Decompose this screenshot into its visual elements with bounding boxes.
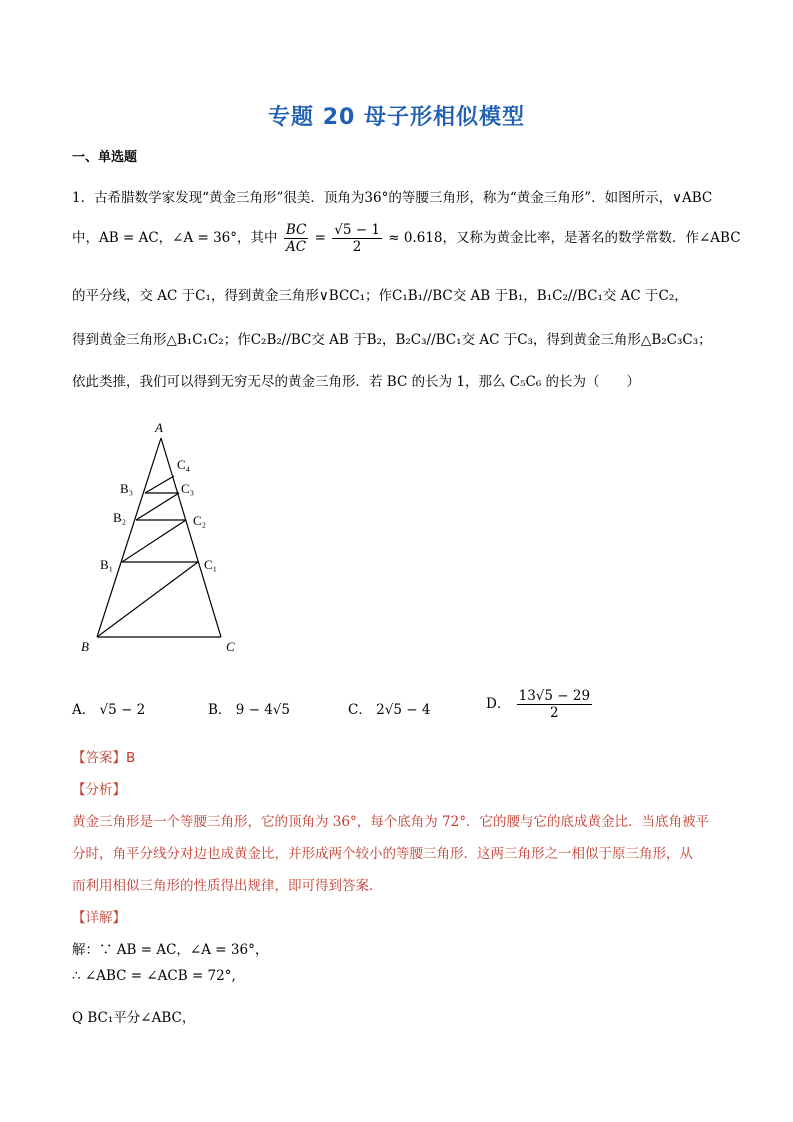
side-ab xyxy=(97,438,161,637)
label-c2: C₂ xyxy=(193,513,207,528)
label-a: A xyxy=(155,420,163,435)
option-d-denominator: 2 xyxy=(550,705,559,721)
golden-fraction xyxy=(332,222,382,255)
option-b[interactable] xyxy=(208,698,290,718)
segment-b-c1 xyxy=(97,562,198,637)
label-c3: C₃ xyxy=(181,481,195,496)
question-line-2 xyxy=(72,222,741,255)
segment-b1-c2 xyxy=(122,520,186,562)
option-a[interactable] xyxy=(72,698,145,718)
equals-sign: = xyxy=(314,230,326,246)
page-title: 专题 20 母子形相似模型 xyxy=(268,105,525,130)
golden-denominator: 2 xyxy=(352,239,362,255)
option-a-label: A． xyxy=(72,702,96,718)
ratio-numerator: BC xyxy=(285,222,307,238)
question-line-4: 得到黄金三角形△B₁C₁C₂；作C₂B₂//BC交 AB 于B₂，B₂C₃//BC₁交 AC 于C₃，得到黄金三角形△B₂C₃C₃； xyxy=(72,332,712,348)
label-c: C xyxy=(226,639,235,654)
side-ac xyxy=(161,438,221,637)
option-c[interactable] xyxy=(348,698,430,718)
golden-triangle-figure xyxy=(70,415,260,660)
option-a-text: √5 − 2 xyxy=(99,702,146,718)
label-b2: B₂ xyxy=(113,510,127,525)
question-line-2-pre: 中，AB = AC，∠A = 36°，其中 xyxy=(72,230,278,246)
golden-numerator: √5 − 1 xyxy=(334,222,380,238)
label-c1: C₁ xyxy=(204,557,218,572)
option-c-label: C． xyxy=(348,702,372,718)
detail-heading: 【详解】 xyxy=(72,910,126,926)
segment-b3-c4 xyxy=(145,476,174,493)
label-c4: C₄ xyxy=(177,457,191,472)
ratio-denominator: AC xyxy=(286,239,307,255)
solution-line-3: Q BC₁平分∠ABC， xyxy=(72,1010,196,1026)
section-heading: 一、单选题 xyxy=(72,150,138,165)
label-b: B xyxy=(81,639,89,654)
solution-line-2: ∴ ∠ABC = ∠ACB = 72°, xyxy=(72,968,236,984)
option-d-fraction xyxy=(517,688,592,721)
answer-line: 【答案】B xyxy=(72,750,136,766)
option-d-label: D． xyxy=(486,696,511,712)
ratio-fraction xyxy=(284,222,309,255)
analysis-line-1: 黄金三角形是一个等腰三角形，它的顶角为 36°，每个底角为 72°．它的腰与它的底成黄金比．当底角被平 xyxy=(72,814,709,830)
question-line-3: 的平分线，交 AC 于C₁，得到黄金三角形∨BCC₁；作C₁B₁//BC交 AB 于B₁，B₁C₂//BC₁交 AC 于C₂， xyxy=(72,288,688,304)
question-line-1: 1．古希腊数学家发现“黄金三角形”很美．顶角为36°的等腰三角形，称为“黄金三角形”．如图所示，∨ABC xyxy=(72,190,713,206)
label-b3: B₃ xyxy=(120,481,134,496)
question-line-2-post: ≈ 0.618，又称为黄金比率，是著名的数学常数．作∠ABC xyxy=(388,230,741,246)
option-d[interactable] xyxy=(486,688,594,721)
analysis-line-3: 而利用相似三角形的性质得出规律，即可得到答案． xyxy=(72,878,383,894)
analysis-line-2: 分时，角平分线分对边也成黄金比，并形成两个较小的等腰三角形．这两三角形之一相似于原三角形，从 xyxy=(72,846,693,862)
solution-line-1: 解：∵ AB = AC，∠A = 36°， xyxy=(72,942,269,958)
question-line-5: 依此类推，我们可以得到无穷无尽的黄金三角形．若 BC 的长为 1，那么 C₅C₆ 的长为（ ） xyxy=(72,374,641,390)
option-d-numerator: 13√5 − 29 xyxy=(518,688,591,704)
label-b1: B₁ xyxy=(100,557,114,572)
option-b-label: B． xyxy=(208,702,232,718)
analysis-heading: 【分析】 xyxy=(72,782,126,798)
option-c-text: 2√5 − 4 xyxy=(376,702,431,718)
option-b-text: 9 − 4√5 xyxy=(235,702,290,718)
